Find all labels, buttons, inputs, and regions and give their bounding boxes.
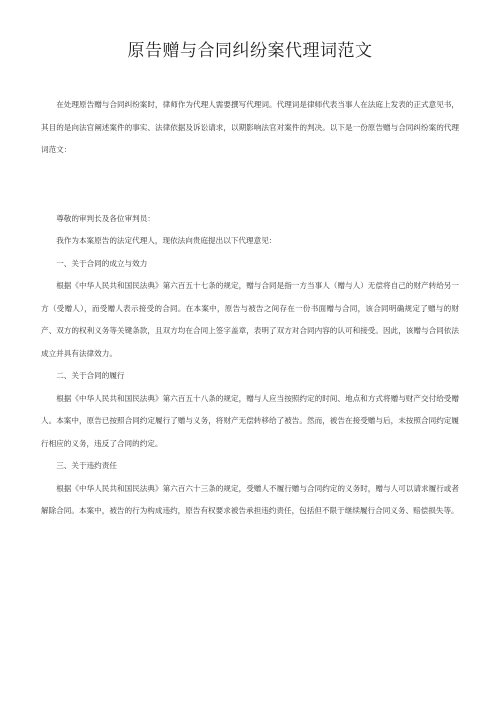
section-heading-liability: 三、关于违约责任 — [56, 461, 117, 470]
document-title: 原告赠与合同纠纷案代理词范文 — [127, 41, 373, 61]
salutation: 尊敬的审判长及各位审判员： — [56, 213, 155, 223]
section-heading-formation: 一、关于合同的成立与效力 — [56, 258, 148, 268]
section-body-performance: 根据《中华人民共和国民法典》第六百五十八条的规定，赠与人应当按照约定的时间、地点和方式将赠与财产交付给受赠人。本案中，原告已按照合同约定履行了赠与义务，将财产无偿转移给了被告。然而，被告在接受赠与后，未按照合同约定履行相应的义务，违反了合同的约定。 — [41, 393, 459, 448]
spacer — [41, 162, 459, 208]
section-heading-performance: 二、关于合同的履行 — [56, 371, 125, 380]
intro-paragraph: 在处理原告赠与合同纠纷案时，律师作为代理人需要撰写代理词。代理词是律师代表当事人在法庭上发表的正式意见书，其目的是向法官阐述案件的事实、法律依据及诉讼请求，以期影响法官对案件的判决。以下是一份原告赠与合同纠纷案的代理词范文： — [41, 100, 459, 154]
section-body-formation: 根据《中华人民共和国民法典》第六百五十七条的规定，赠与合同是指一方当事人（赠与人）无偿将自己的财产转给另一方（受赠人），而受赠人表示接受的合同。在本案中，原告与被告之间存在一份书面赠与合同，该合同明确规定了赠与的财产、双方的权利义务等关键条款，且双方均在合同上签字盖章，表明了双方对合同内容的认可和接受。因此，该赠与合同依法成立并具有法律效力。 — [41, 281, 459, 358]
section-body-liability: 根据《中华人民共和国民法典》第六百六十三条的规定，受赠人不履行赠与合同约定的义务时，赠与人可以请求履行或者解除合同。本案中，被告的行为构成违约，原告有权要求被告承担违约责任，包括但不限于继续履行合同义务、赔偿损失等。 — [41, 483, 459, 515]
opening-paragraph: 我作为本案原告的法定代理人，现依法向贵庭提出以下代理意见： — [56, 236, 277, 245]
